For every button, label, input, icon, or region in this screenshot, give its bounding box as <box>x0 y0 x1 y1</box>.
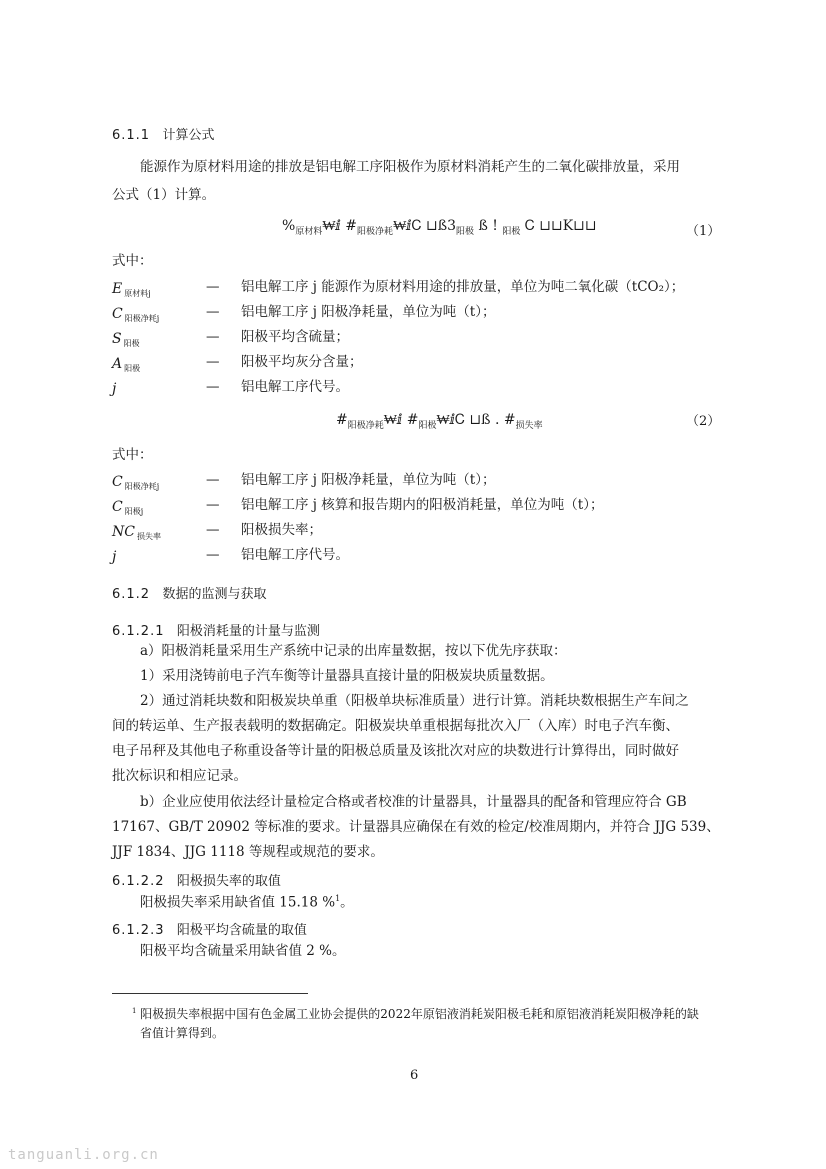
symbol-row <box>0 281 826 299</box>
symbol <box>112 549 118 566</box>
eq2-part: # <box>336 412 348 428</box>
symbol-desc: 铝电解工序 j 能源作为原材料用途的排放量，单位为吨二氧化碳（tCO₂）； <box>241 279 685 295</box>
symbol-dash: — <box>206 497 220 513</box>
para-a: a）阳极消耗量采用生产系统中记录的出库量数据，按以下优先序获取： <box>140 643 567 659</box>
eq1-sub: 阳极 <box>502 227 521 237</box>
eq2-part: ₩ⅈ # <box>383 412 419 428</box>
symbol-sub: 阳极 <box>124 364 141 373</box>
section-number: 6.1.2.2 <box>112 874 165 889</box>
footnote-line-1 <box>132 1005 699 1022</box>
symbol-letter: S <box>112 331 122 347</box>
symbol-desc: 阳极损失率； <box>241 522 322 538</box>
symbol-letter: C <box>112 474 123 490</box>
symbol-dash: — <box>206 379 220 395</box>
section-heading-6-1-2-1 <box>112 620 320 639</box>
para-end: 。 <box>340 894 354 911</box>
symbol-row <box>0 549 826 567</box>
symbol <box>112 356 140 374</box>
para-item-2-line-3: 电子吊秤及其他电子称重设备等计量的阳极总质量及该批次对应的块数进行计算得出，同时做好 <box>112 743 679 759</box>
footnote-line-2: 省值计算得到。 <box>140 1026 225 1040</box>
symbol-sub: 阳极净耗j <box>124 482 160 491</box>
symbol-letter: A <box>112 356 123 372</box>
eq2-sub: 阳极净耗 <box>347 421 384 431</box>
symbol-desc: 铝电解工序 j 阳极净耗量，单位为吨（t）； <box>241 472 496 488</box>
symbol <box>112 281 151 299</box>
where-label-1: 式中： <box>112 253 153 269</box>
section-title: 阳极消耗量的计量与监测 <box>176 624 320 639</box>
intro-line-1: 能源作为原材料用途的排放是铝电解工序阳极作为原材料消耗产生的二氧化碳排放量，采用 <box>140 159 680 175</box>
eq2-part: ₩ⅈ <box>436 412 456 428</box>
section-heading-6-1-2-2 <box>112 870 281 889</box>
eq1-part: ß ! <box>474 218 503 234</box>
footnote-mark: 1 <box>132 1007 137 1015</box>
para-item-2-line-1: 2）通过消耗块数和阳极炭块单重（阳极单块标准质量）进行计算。消耗块数根据生产车间之 <box>140 693 689 709</box>
symbol-dash: — <box>206 329 220 345</box>
equation-2-number: （2） <box>686 414 721 429</box>
symbol-desc: 铝电解工序代号。 <box>241 547 349 563</box>
section-title: 阳极平均含硫量的取值 <box>176 923 307 938</box>
symbol-dash: — <box>206 354 220 370</box>
symbol-dash: — <box>206 547 220 563</box>
section-title: 计算公式 <box>162 128 215 143</box>
eq1-sub: 阳极净耗 <box>357 227 394 237</box>
para-6-1-2-2 <box>140 895 354 910</box>
symbol-letter: C <box>112 499 123 515</box>
section-heading-6-1-1 <box>112 124 215 143</box>
eq2-part: Ꮯ ⊔ß . # <box>455 412 516 428</box>
section-title: 阳极损失率的取值 <box>176 874 281 889</box>
symbol <box>112 306 159 324</box>
symbol-row <box>0 474 826 492</box>
symbol-row <box>0 356 826 374</box>
symbol <box>112 474 159 492</box>
eq1-part: Ꮯ ⊔ß3 <box>411 218 457 234</box>
symbol-sub: 阳极 <box>123 339 140 348</box>
footnote-ref: 1 <box>335 894 341 903</box>
para-text: 阳极损失率采用缺省值 15.18 % <box>140 894 336 911</box>
eq1-sub: 阳极 <box>456 227 475 237</box>
symbol-desc: 阳极平均灰分含量； <box>241 354 363 370</box>
symbol-sub: 阳极净耗j <box>124 314 160 323</box>
symbol-sub: 阳极j <box>124 507 144 516</box>
symbol-row <box>0 524 826 542</box>
para-b-line-2: 17167、GB/T 20902 等标准的要求。计量器具应确保在有效的检定/校准周期内，并符合 JJG 539、 <box>112 819 720 835</box>
eq2-sub: 阳极 <box>418 421 437 431</box>
symbol-sub: 损失率 <box>136 532 161 541</box>
para-item-2-line-2: 间的转运单、生产报表载明的数据确定。阳极炭块单重根据每批次入厂（入库）时电子汽车衡、 <box>112 718 679 734</box>
eq1-part: ₩ⅈ # <box>322 218 358 234</box>
watermark: tanguanli.org.cn <box>8 1147 159 1163</box>
para-6-1-2-3: 阳极平均含硫量采用缺省值 2 %。 <box>140 943 346 959</box>
section-title: 数据的监测与获取 <box>162 587 267 602</box>
footnote-text: 阳极损失率根据中国有色金属工业协会提供的2022年原铝液消耗炭阳极毛耗和原铝液消耗炭阳极净耗的缺 <box>140 1007 699 1021</box>
equation-1 <box>282 218 597 237</box>
para-b-line-1: b）企业应使用依法经计量检定合格或者校准的计量器具，计量器具的配备和管理应符合 GB <box>140 794 687 810</box>
symbol-letter: j <box>112 549 117 565</box>
section-heading-6-1-2 <box>112 583 267 602</box>
symbol-desc: 铝电解工序 j 阳极净耗量，单位为吨（t）； <box>241 304 496 320</box>
eq1-sub: 原材料 <box>295 227 323 237</box>
symbol <box>112 381 118 398</box>
symbol <box>112 331 140 349</box>
symbol-row <box>0 306 826 324</box>
page-number: 6 <box>410 1068 419 1083</box>
symbol-dash: — <box>206 522 220 538</box>
symbol-dash: — <box>206 304 220 320</box>
where-label-2: 式中： <box>112 447 153 463</box>
symbol-row <box>0 331 826 349</box>
symbol <box>112 499 143 517</box>
para-item-1: 1）采用浇铸前电子汽车衡等计量器具直接计量的阳极炭块质量数据。 <box>140 668 554 684</box>
eq1-part: ₩ⅈ <box>393 218 412 234</box>
symbol <box>112 524 161 542</box>
symbol-row <box>0 499 826 517</box>
symbol-sub: 原材料j <box>124 289 151 298</box>
eq1-part: % <box>282 218 296 234</box>
para-b-line-3: JJF 1834、JJG 1118 等规程或规范的要求。 <box>112 844 384 860</box>
symbol-dash: — <box>206 472 220 488</box>
section-number: 6.1.2.1 <box>112 624 165 639</box>
symbol-letter: j <box>112 381 117 397</box>
equation-2 <box>336 412 543 431</box>
para-item-2-line-4: 批次标识和相应记录。 <box>112 768 247 784</box>
footnote-rule <box>112 993 308 994</box>
section-number: 6.1.1 <box>112 128 151 143</box>
eq2-sub: 损失率 <box>515 421 543 431</box>
eq1-part: Ꮯ ⊔⊔K⊔⊔ <box>520 218 597 234</box>
intro-line-2: 公式（1）计算。 <box>112 187 216 203</box>
symbol-desc: 阳极平均含硫量； <box>241 329 349 345</box>
symbol-desc: 铝电解工序 j 核算和报告期内的阳极消耗量，单位为吨（t）； <box>241 497 604 513</box>
symbol-letter: C <box>112 306 123 322</box>
section-number: 6.1.2.3 <box>112 923 165 938</box>
section-number: 6.1.2 <box>112 587 151 602</box>
symbol-dash: — <box>206 279 220 295</box>
symbol-letter: NC <box>112 524 135 540</box>
symbol-letter: E <box>112 281 123 297</box>
section-heading-6-1-2-3 <box>112 919 307 938</box>
symbol-row <box>0 381 826 399</box>
equation-1-number: （1） <box>686 224 721 239</box>
symbol-desc: 铝电解工序代号。 <box>241 379 349 395</box>
